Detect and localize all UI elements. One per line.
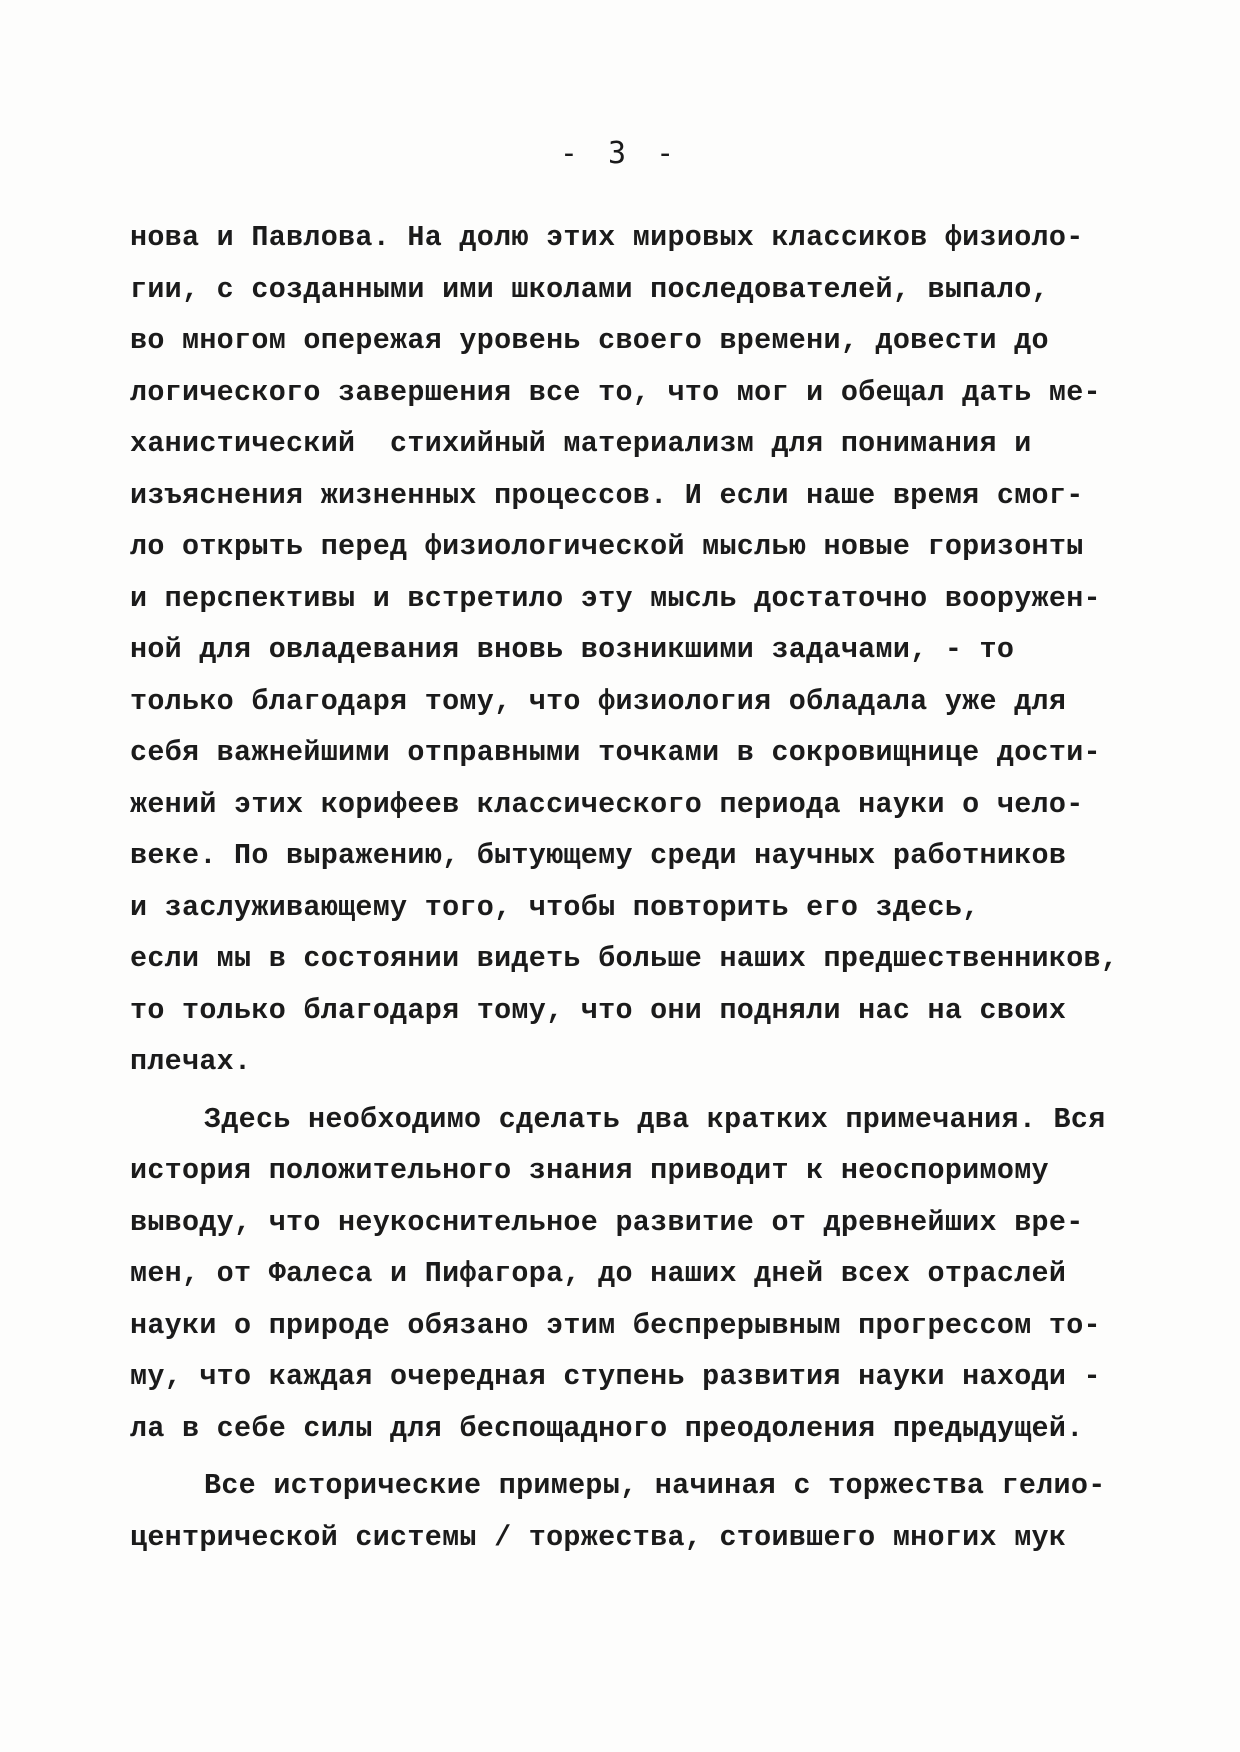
text-line: мен, от Фалеса и Пифагора, до наших дней всех отраслей [130,1257,1067,1290]
document-body [130,212,1140,1563]
text-line: выводу, что неукоснительное развитие от древнейших вре- [130,1205,1084,1239]
text-line: и перспективы и встретило эту мысль достаточно вооружен- [130,581,1101,615]
text-line: себя важнейшими отправными точками в сокровищнице дости- [130,736,1101,769]
text-line: ло открыть перед физиологической мыслью новые горизонты [130,530,1084,563]
text-line: му, что каждая очередная ступень развития науки находи - [130,1360,1101,1393]
text-line: науки о природе обязано этим беспрерывным прогрессом то- [130,1308,1101,1342]
paragraph-3 [130,1460,1140,1563]
text-line: центрической системы / торжества, стоившего многих мук [130,1520,1067,1554]
text-line: плечах. [130,1045,252,1078]
text-line: веке. По выражению, бытующему среди научных работников [130,839,1067,872]
text-line: если мы в состоянии видеть больше наших предшественников, [130,942,1119,975]
text-line: ла в себе силы для беспощадного преодоления предыдущей. [130,1411,1084,1445]
text-line: во многом опережая уровень своего времени, довести до [130,324,1049,357]
text-line: гии, с созданными ими школами последователей, выпало, [130,272,1049,306]
text-line: изъяснения жизненных процессов. И если наше время смог- [130,478,1084,512]
text-line: логического завершения все то, что мог и обещал дать ме- [130,375,1101,409]
paragraph-2 [130,1094,1140,1455]
text-line: только благодаря тому, что физиология обладала уже для [130,684,1067,718]
text-line: и заслуживающему того, чтобы повторить его здесь, [130,890,980,924]
text-line: ной для овладевания вновь возникшими задачами, - то [130,633,1015,666]
text-line: Все исторические примеры, начиная с торжества гелио- [204,1469,1106,1502]
text-line: жений этих корифеев классического периода науки о чело- [130,787,1084,821]
text-line: нова и Павлова. На долю этих мировых классиков физиоло- [130,221,1084,254]
text-line: то только благодаря тому, что они подняли нас на своих [130,993,1067,1027]
text-line: Здесь необходимо сделать два кратких примечания. Вся [204,1102,1106,1136]
text-line: ханистический стихийный материализм для понимания и [130,427,1032,460]
text-line: история положительного знания приводит к неоспоримому [130,1154,1049,1187]
paragraph-1 [130,212,1140,1088]
page-number: - 3 - [559,136,681,171]
